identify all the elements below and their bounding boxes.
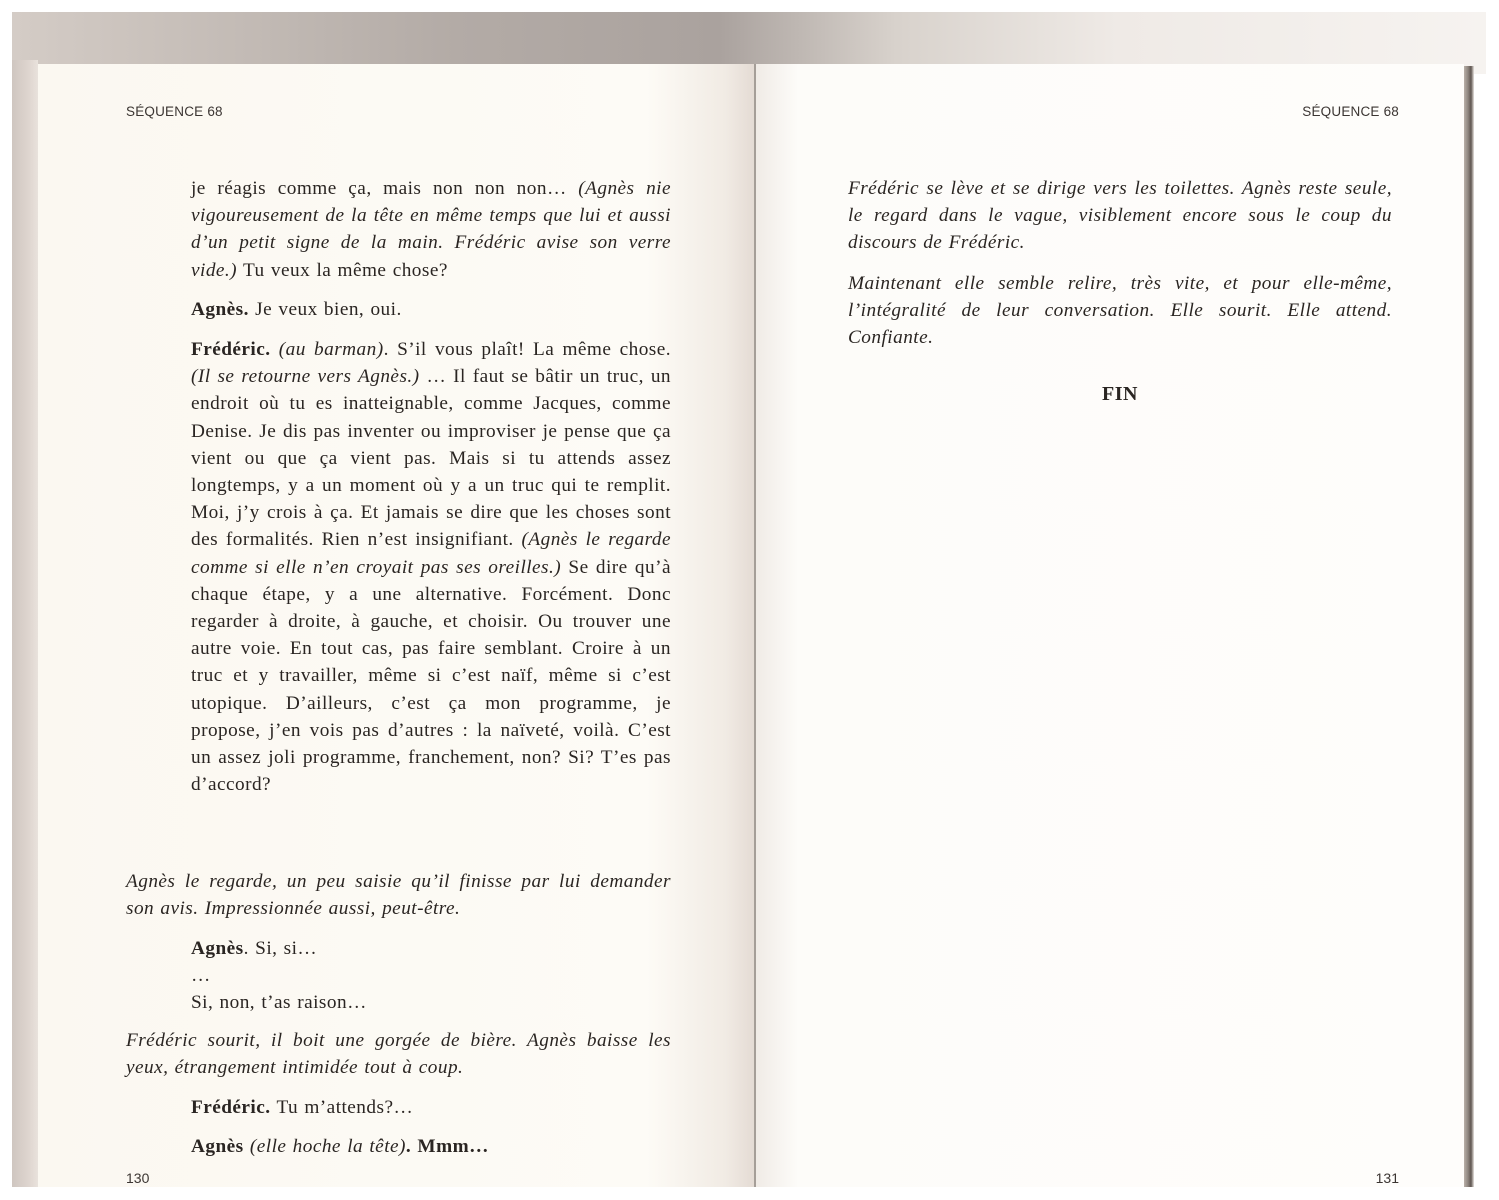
stage-direction-text: Frédéric se lève et se dirige vers les toilettes. Agnès reste seule, le regard dans le vague, visiblement encore sous le coup du discours de Frédéric. (848, 178, 1392, 254)
right-page-number: 131 (1375, 1170, 1399, 1186)
dialogue-text: . Mmm… (405, 1136, 489, 1157)
stage-direction: (Il se retourne vers Agnès.) (191, 366, 420, 388)
speaker-name: Agnès. (191, 299, 249, 320)
dialogue-line (191, 336, 671, 798)
dialogue-text: je réagis comme ça, mais non non non… (191, 178, 579, 199)
dialogue-line (191, 1133, 671, 1160)
stage-direction-text: Frédéric sourit, il boit une gorgée de bière. Agnès baisse les yeux, étrangement intimidée tout à coup. (126, 1030, 671, 1079)
dialogue-text: Tu veux la même chose? (237, 259, 448, 281)
left-running-head: SÉQUENCE 68 (126, 104, 223, 119)
speaker-name: Agnès (191, 938, 244, 959)
stage-direction-paragraph (126, 1027, 671, 1081)
dialogue-text: Tu m’attends?… (270, 1097, 414, 1118)
end-mark: FIN (1102, 383, 1138, 405)
left-page-number: 130 (126, 1170, 150, 1186)
speaker-name: Frédéric. (191, 1097, 271, 1118)
dialogue-text: … Il faut se bâtir un truc, un endroit où tu es inatteignable, comme Jacques, comme Denise. Je dis pas inventer ou improviser je pense que ça vient ou que ça vient pas. Mais si tu attends assez longtemps, y a un moment où y a un truc qui te remplit. Moi, j’y crois à ça. Et jamais se dire que les choses sont des formalités. Rien n’est insignifiant. (191, 366, 671, 551)
dialogue-text: Si, non, t’as raison… (191, 992, 367, 1014)
dialogue-text: . Si, si… (243, 938, 318, 959)
book-right-edge (1464, 66, 1474, 1187)
stage-direction: (Agnès nie vigoureusement de la tête en même temps que lui et aussi d’un petit signe de la main. Frédéric avise son verre vide.) (191, 178, 671, 281)
speaker-name: Agnès (191, 1136, 244, 1157)
dialogue-line (191, 935, 671, 1017)
right-running-head: SÉQUENCE 68 (1302, 104, 1399, 119)
book-left-edge (12, 60, 38, 1187)
stage-direction-text: Agnès le regarde, un peu saisie qu’il finisse par lui demander son avis. Impressionnée aussi, peut-être. (126, 871, 671, 920)
stage-direction: (Agnès le regarde comme si elle n’en croyait pas ses oreilles.) (191, 529, 671, 578)
dialogue-continuation (191, 175, 671, 284)
dialogue-text: Je veux bien, oui. (248, 299, 402, 320)
dialogue-text: . S’il vous plaît! La même chose. (383, 339, 672, 360)
dialogue-line (191, 1094, 671, 1121)
stage-direction: (elle hoche la tête) (243, 1136, 406, 1157)
stage-direction-text: Maintenant elle semble relire, très vite, et pour elle-même, l’intégralité de leur conversation. Elle sourit. Elle attend. Confiante. (848, 273, 1392, 349)
stage-direction: (au barman) (270, 339, 384, 360)
speaker-name: Frédéric. (191, 339, 271, 360)
stage-direction-paragraph (848, 270, 1392, 352)
dialogue-pause: … (191, 965, 211, 987)
stage-direction-paragraph (126, 868, 671, 922)
stage-direction-paragraph (848, 175, 1392, 257)
dialogue-line (191, 296, 671, 323)
dialogue-text: Se dire qu’à chaque étape, y a une alternative. Forcément. Donc regarder à droite, à gauche, et choisir. Ou trouver une autre voie. En tout cas, pas faire semblant. Croire à un truc et y travailler, même si c’est naïf, même si c’est utopique. D’ailleurs, c’est ça mon programme, je propose, j’en vois pas d’autres : la naïveté, voilà. C’est un assez joli programme, franchement, non? Si? T’es pas d’accord? (191, 556, 671, 796)
